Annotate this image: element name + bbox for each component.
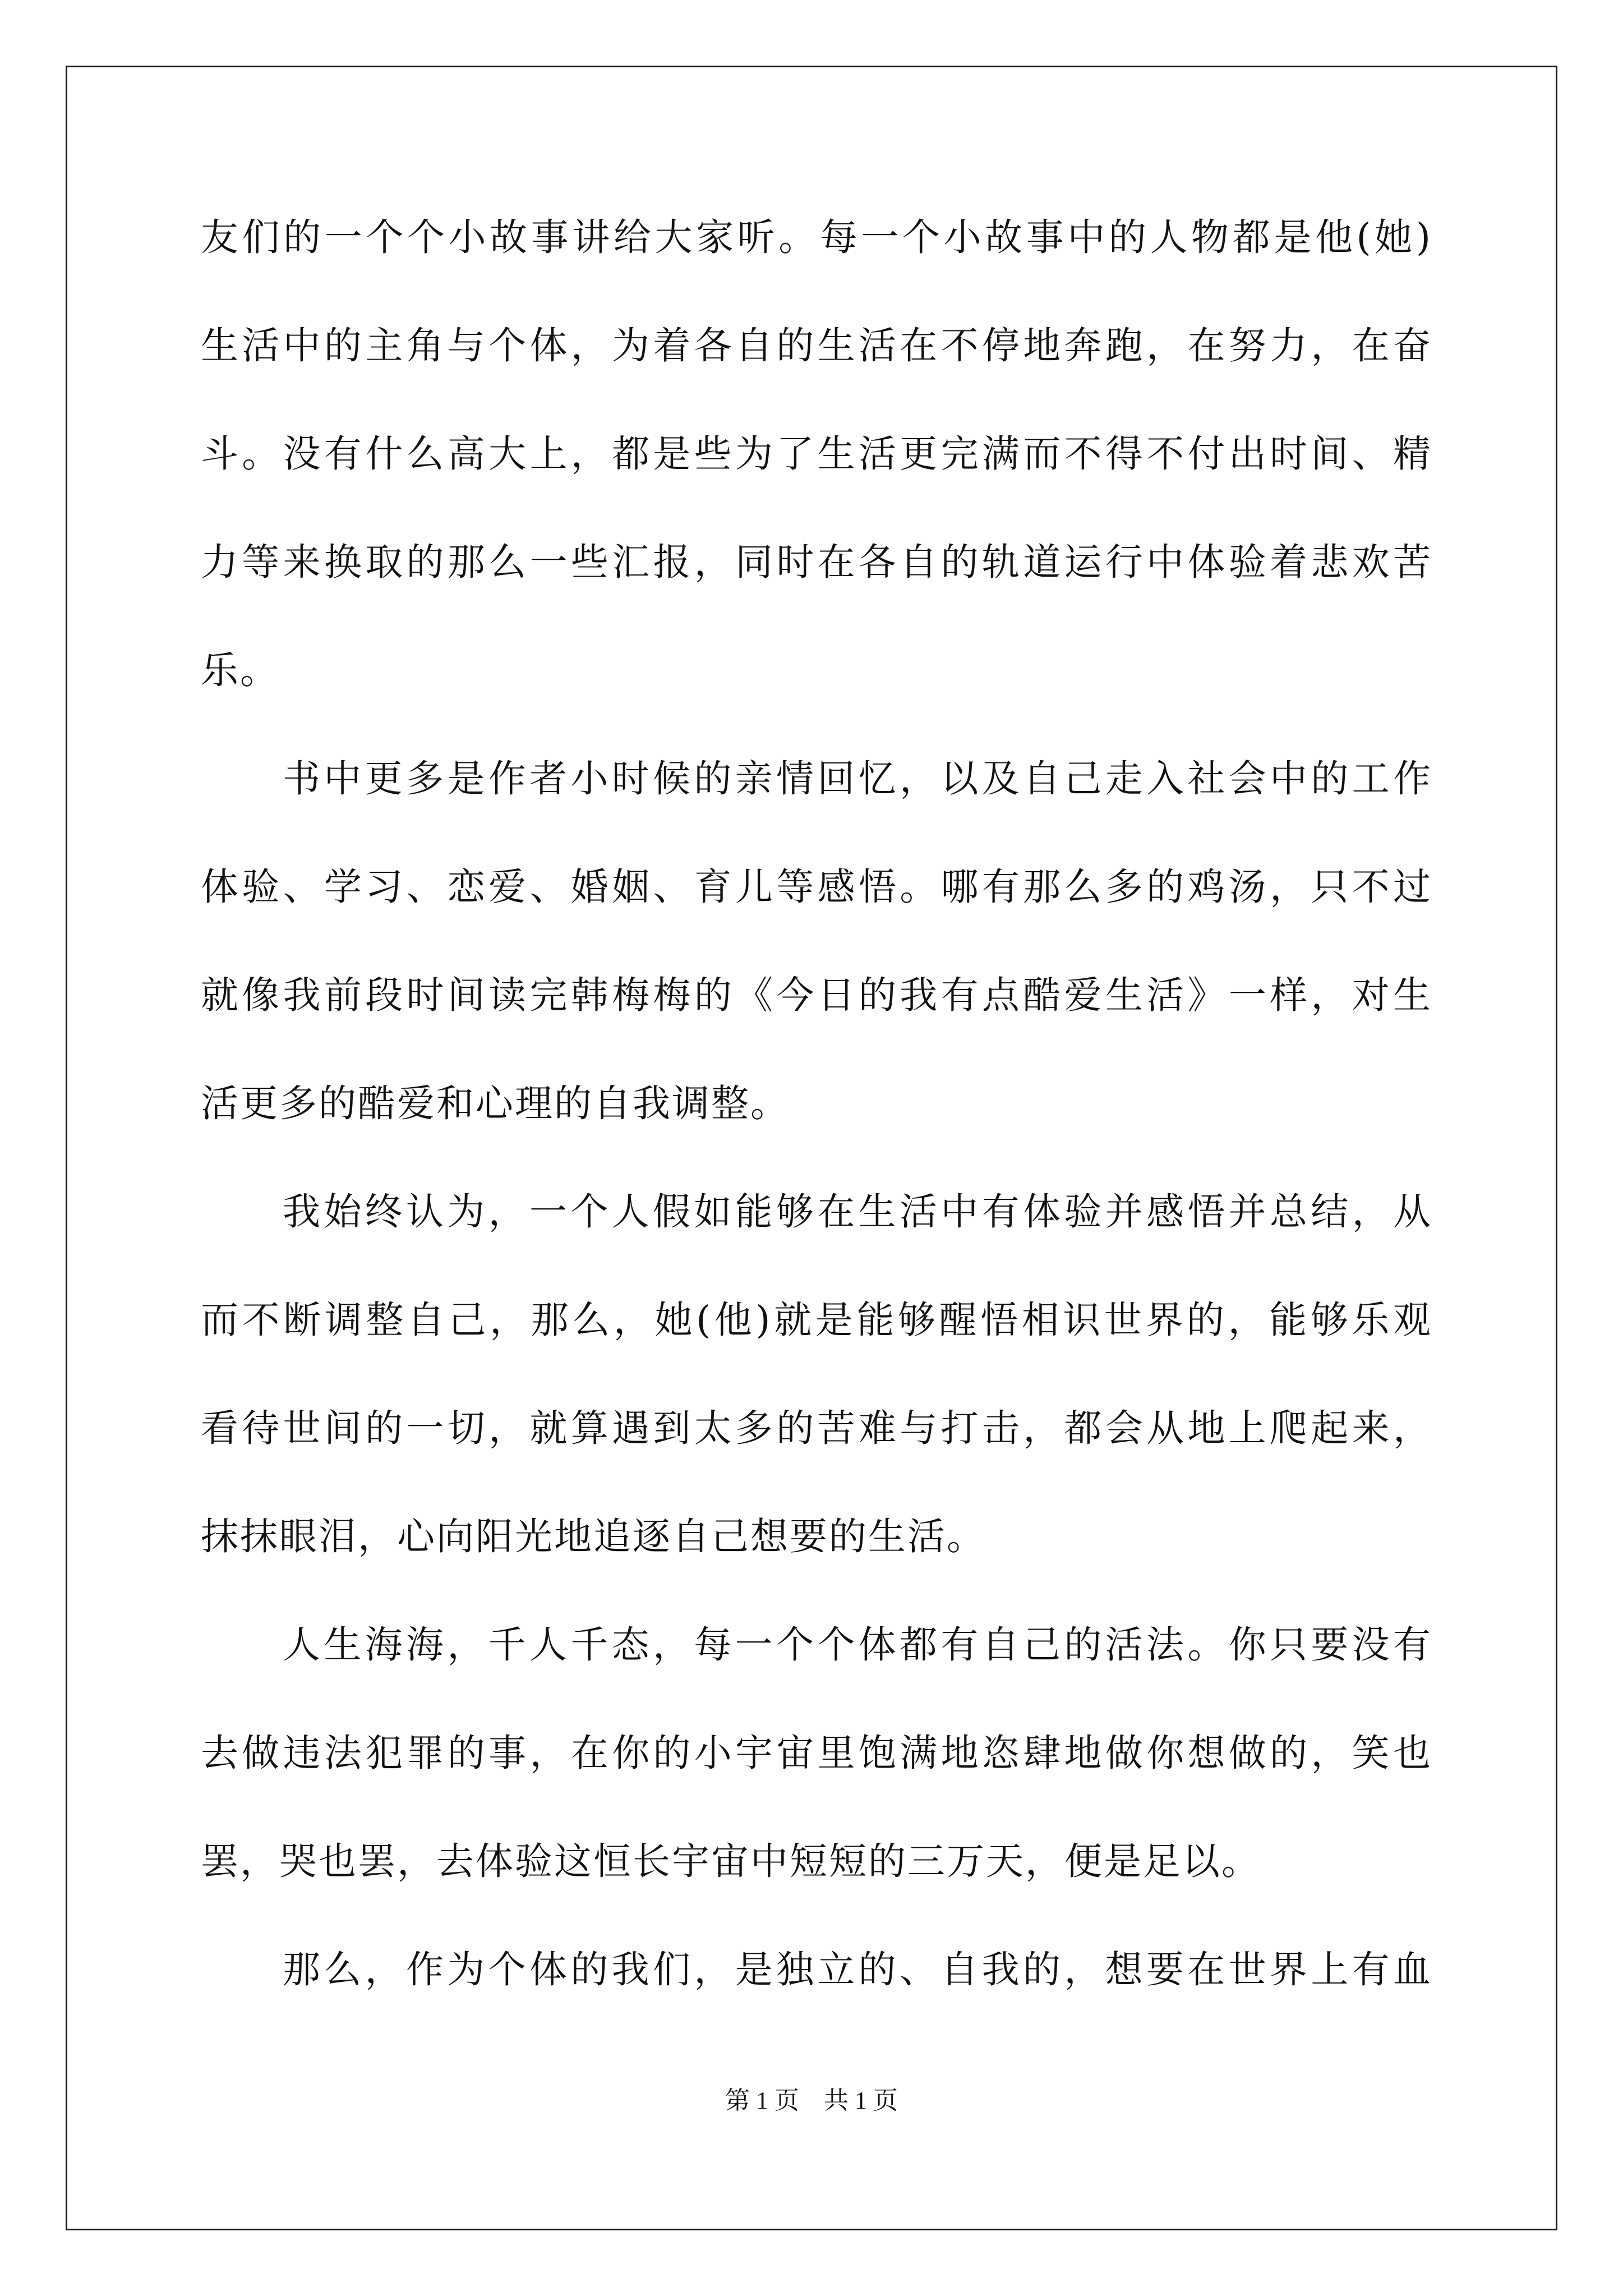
text-line: 力等来换取的那么一些汇报，同时在各自的轨道运行中体验着悲欢苦	[201, 540, 1432, 584]
text-line: 抹抹眼泪，心向阳光地追逐自己想要的生活。	[201, 1515, 986, 1558]
text-line: 斗。没有什么高大上，都是些为了生活更完满而不得不付出时间、精	[201, 432, 1432, 476]
text-line: 活更多的酷爱和心理的自我调整。	[201, 1082, 790, 1125]
text-line: 体验、学习、恋爱、婚姻、育儿等感悟。哪有那么多的鸡汤，只不过	[201, 865, 1432, 909]
text-line: 那么，作为个体的我们，是独立的、自我的，想要在世界上有血	[283, 1948, 1432, 1991]
text-line: 而不断调整自己，那么，她(他)就是能够醒悟相识世界的，能够乐观	[201, 1298, 1432, 1342]
text-line: 罢，哭也罢，去体验这恒长宇宙中短短的三万天，便是足以。	[201, 1839, 1261, 1883]
page-border	[66, 66, 1557, 2230]
page-footer: 第 1 页 共 1 页	[725, 2087, 898, 2114]
text-line: 友们的一个个小故事讲给大家听。每一个小故事中的人物都是他(她)	[201, 215, 1432, 259]
text-line: 生活中的主角与个体，为着各自的生活在不停地奔跑，在努力，在奋	[201, 324, 1432, 367]
text-line: 书中更多是作者小时候的亲情回忆，以及自己走入社会中的工作	[283, 757, 1432, 800]
text-line: 人生海海，千人千态，每一个个体都有自己的活法。你只要没有	[283, 1623, 1432, 1667]
text-line: 去做违法犯罪的事，在你的小宇宙里饱满地恣肆地做你想做的，笑也	[201, 1731, 1432, 1775]
text-line: 就像我前段时间读完韩梅梅的《今日的我有点酷爱生活》一样，对生	[201, 973, 1432, 1017]
text-line: 看待世间的一切，就算遇到太多的苦难与打击，都会从地上爬起来，	[201, 1406, 1432, 1450]
text-line: 我始终认为，一个人假如能够在生活中有体验并感悟并总结，从	[283, 1190, 1432, 1234]
text-line: 乐。	[201, 648, 279, 692]
